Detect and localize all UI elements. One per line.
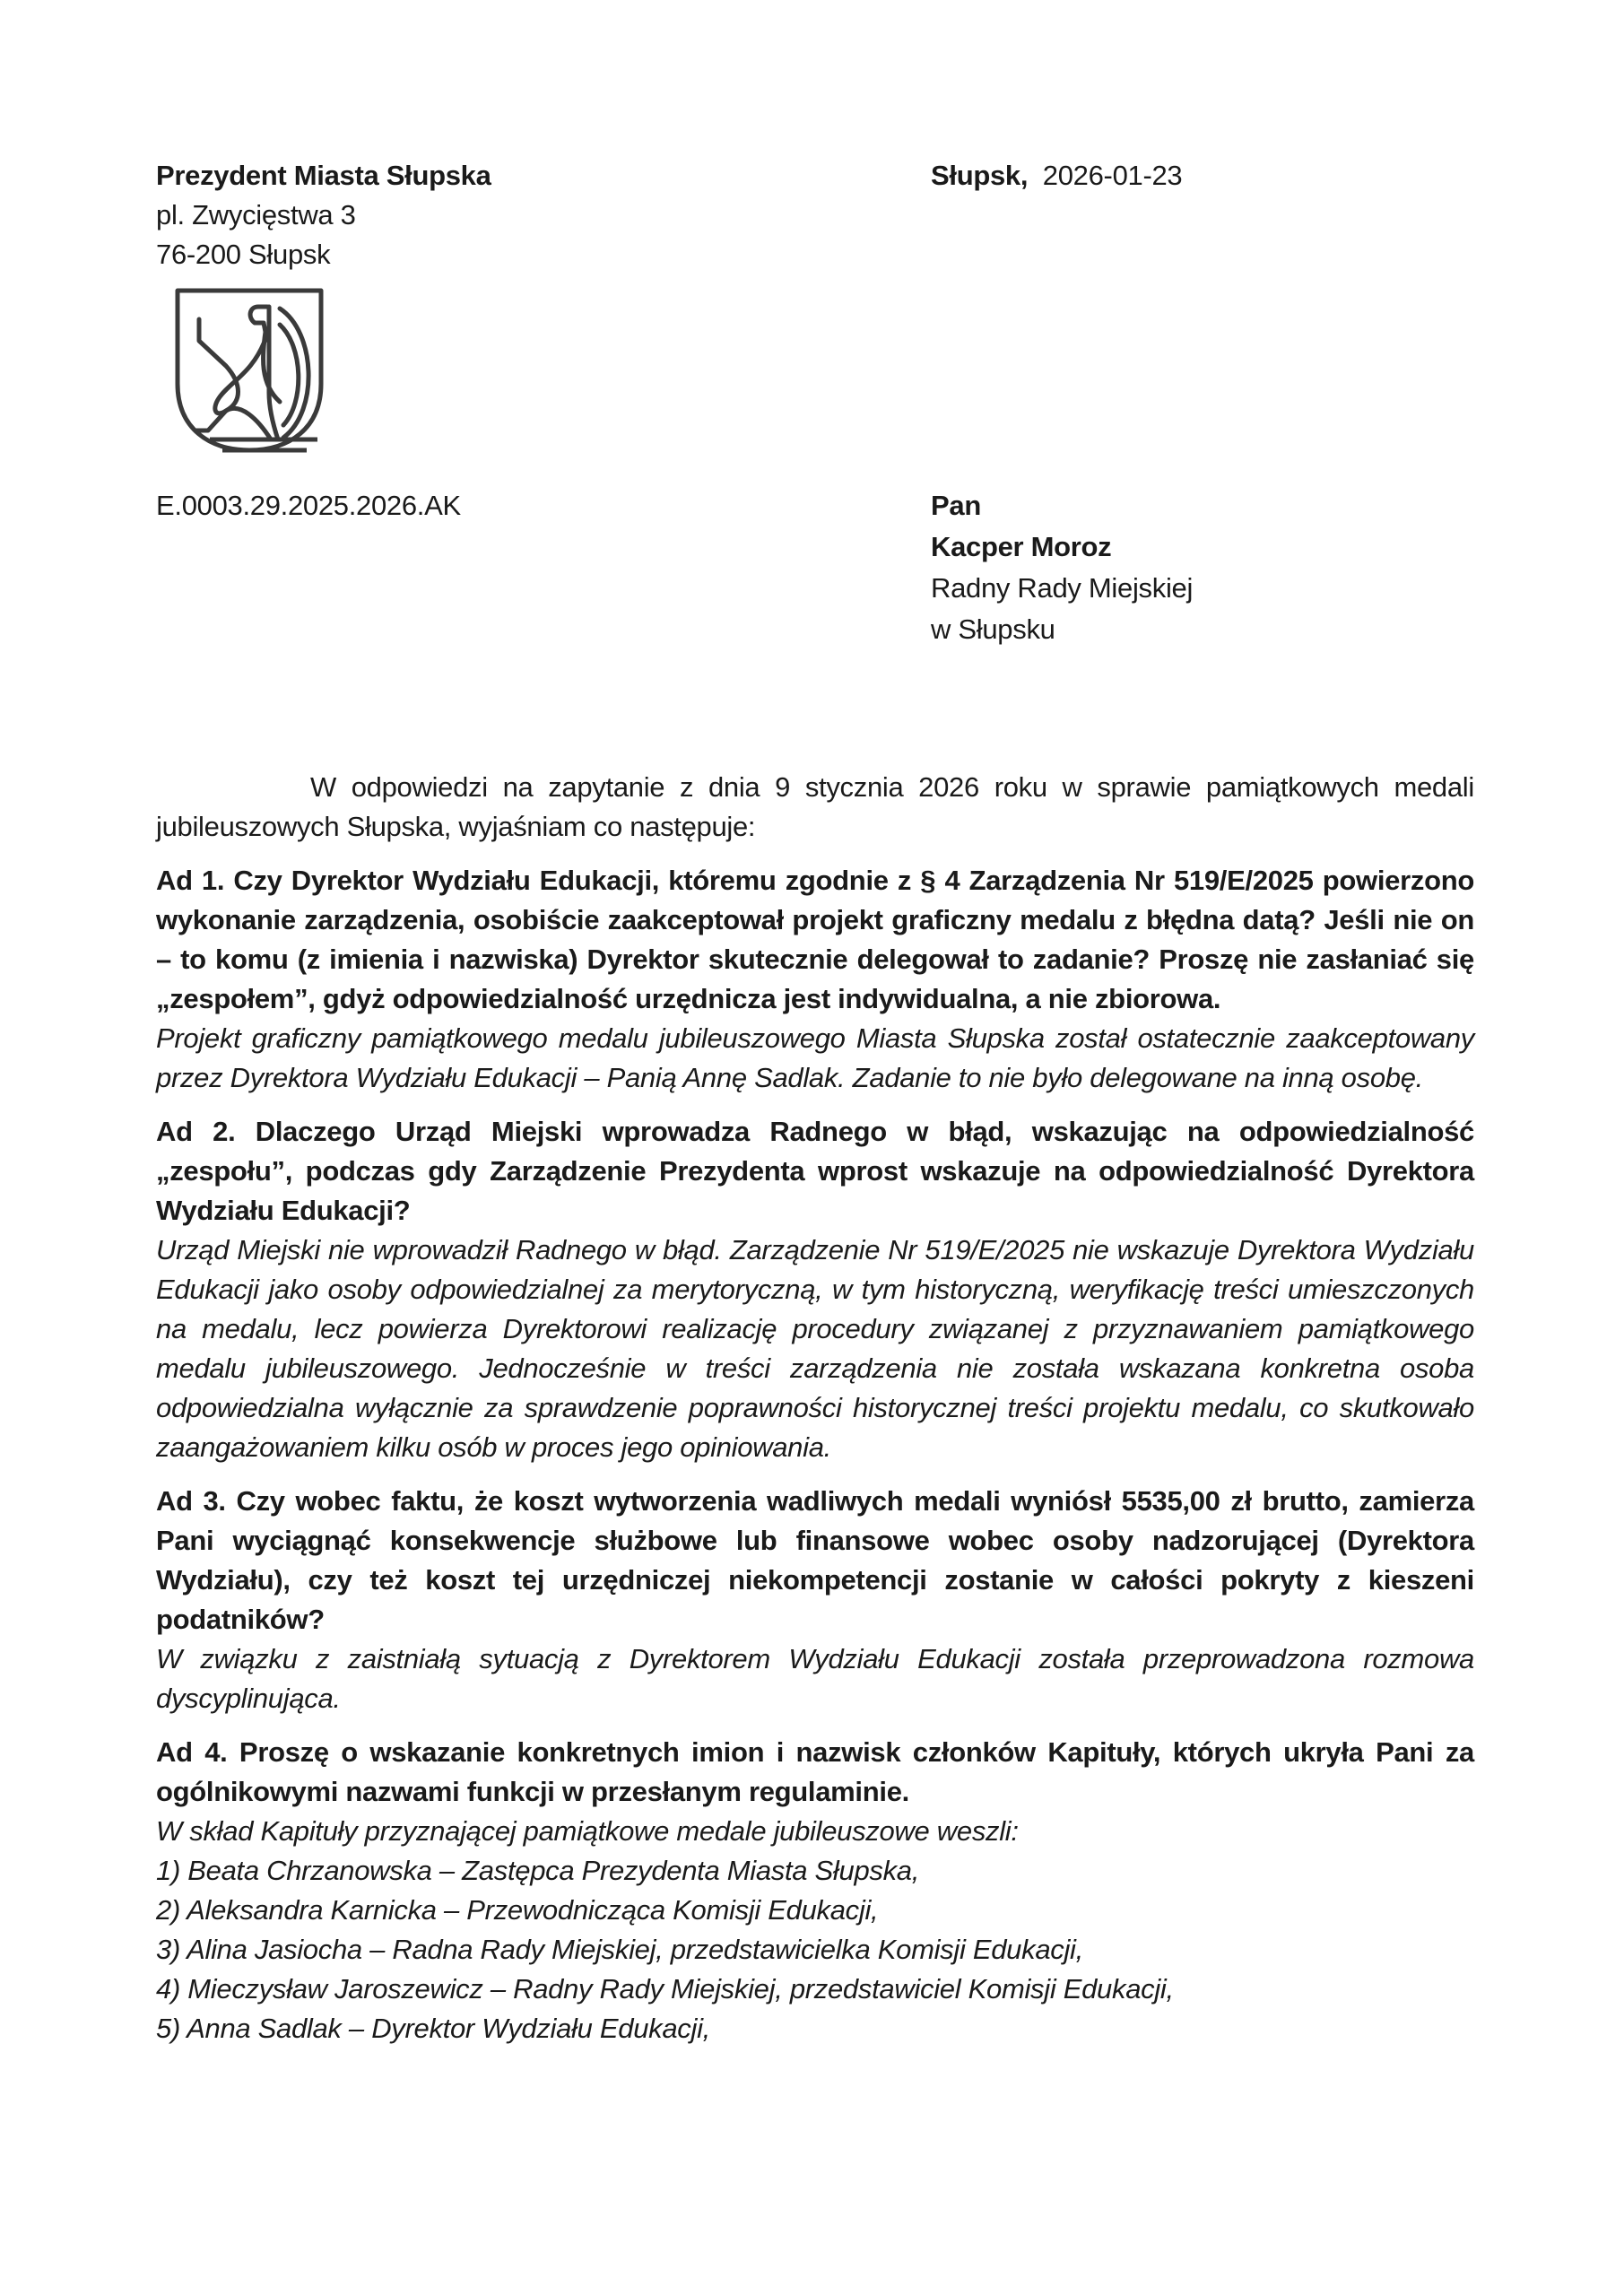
recipient-title: Radny Rady Miejskiej — [931, 572, 1194, 604]
place-date — [931, 156, 1182, 196]
crest-wing-inner — [280, 325, 299, 425]
crest-griffin-neck — [269, 307, 278, 439]
letter-body — [156, 768, 1474, 2048]
slupsk-coat-of-arms-icon — [172, 285, 326, 456]
question-3: Ad 3. Czy wobec faktu, że koszt wytworzenia wadliwych medali wyniósł 5535,00 zł brutto, zamierza Pani wyciągnąć konsekwencje służbowe lub finansowe wobec osoby nadzorującej (Dyrektora Wydziału), czy też koszt tej urzędniczej niekompetencji zostanie w całości pokryty z kieszeni podatników? — [156, 1485, 1474, 1635]
committee-member: 2) Aleksandra Karnicka – Przewodnicząca Komisji Edukacji, — [156, 1894, 879, 1926]
answer-4: W skład Kapituły przyznającej pamiątkowe medale jubileuszowe weszli: — [156, 1815, 1019, 1847]
answer-3: W związku z zaistniałą sytuacją z Dyrektorem Wydziału Edukacji została przeprowadzona rozmowa dyscyplinująca. — [156, 1643, 1474, 1714]
sender-block — [156, 156, 491, 274]
question-1: Ad 1. Czy Dyrektor Wydziału Edukacji, któremu zgodnie z § 4 Zarządzenia Nr 519/E/2025 powierzono wykonanie zarządzenia, osobiście zaakceptował projekt graficzny medalu z błędna datą? Jeśli nie on – to komu (z imienia i nazwiska) Dyrektor skutecznie delegował to zadanie? Proszę nie zasłaniać się „zespołem”, gdyż odpowiedzialność urzędnicza jest indywidualna, a nie zbiorowa. — [156, 865, 1474, 1014]
recipient-salutation: Pan — [931, 490, 981, 521]
recipient-name: Kacper Moroz — [931, 531, 1112, 562]
reference-number: E.0003.29.2025.2026.AK — [156, 490, 461, 521]
committee-member: 5) Anna Sadlak – Dyrektor Wydziału Edukacji, — [156, 2013, 710, 2044]
committee-member: 3) Alina Jasiocha – Radna Rady Miejskiej, przedstawicielka Komisji Edukacji, — [156, 1934, 1083, 1965]
sender-address-city: 76-200 Słupsk — [156, 239, 331, 270]
committee-member: 4) Mieczysław Jaroszewicz – Radny Rady Miejskiej, przedstawiciel Komisji Edukacji, — [156, 1973, 1174, 2005]
crest-griffin-leg — [195, 408, 271, 439]
answer-2: Urząd Miejski nie wprowadził Radnego w błąd. Zarządzenie Nr 519/E/2025 nie wskazuje Dyrektora Wydziału Edukacji jako osoby odpowiedzialnej za merytoryczną, w tym historyczną, weryfikację treści umieszczonych na medalu, lecz powierza Dyrektorowi realizację procedury związanej z przyznawaniem pamiątkowego medalu jubileuszowego. Jednocześnie w treści zarządzenia nie została wskazana konkretna osoba odpowiedzialna wyłącznie za sprawdzenie poprawności historycznej treści projektu medalu, co skutkowało zaangażowaniem kilku osób w proces jego opiniowania. — [156, 1234, 1474, 1463]
recipient-block — [931, 486, 1193, 651]
intro-paragraph: W odpowiedzi na zapytanie z dnia 9 stycznia 2026 roku w sprawie pamiątkowych medali jubileuszowych Słupska, wyjaśniam co następuje: — [156, 771, 1474, 842]
crest-griffin-tail — [199, 319, 265, 413]
crest-griffin-head — [250, 307, 280, 402]
recipient-city: w Słupsku — [931, 613, 1055, 645]
date: 2026-01-23 — [1042, 160, 1183, 191]
place: Słupsk, — [931, 160, 1029, 191]
question-4: Ad 4. Proszę o wskazanie konkretnych imion i nazwisk członków Kapituły, których ukryła Pani za ogólnikowymi nazwami funkcji w przesłanym regulaminie. — [156, 1736, 1474, 1807]
sender-address-street: pl. Zwycięstwa 3 — [156, 199, 356, 230]
committee-member: 1) Beata Chrzanowska – Zastępca Prezydenta Miasta Słupska, — [156, 1855, 920, 1886]
answer-1: Projekt graficzny pamiątkowego medalu jubileuszowego Miasta Słupska został ostatecznie zaakceptowany przez Dyrektora Wydziału Edukacji – Panią Annę Sadlak. Zadanie to nie było delegowane na inną osobę. — [156, 1022, 1474, 1093]
question-2: Ad 2. Dlaczego Urząd Miejski wprowadza Radnego w błąd, wskazując na odpowiedzialność „zespołu”, podczas gdy Zarządzenie Prezydenta wprost wskazuje na odpowiedzialność Dyrektora Wydziału Edukacji? — [156, 1116, 1474, 1226]
sender-name: Prezydent Miasta Słupska — [156, 160, 491, 191]
